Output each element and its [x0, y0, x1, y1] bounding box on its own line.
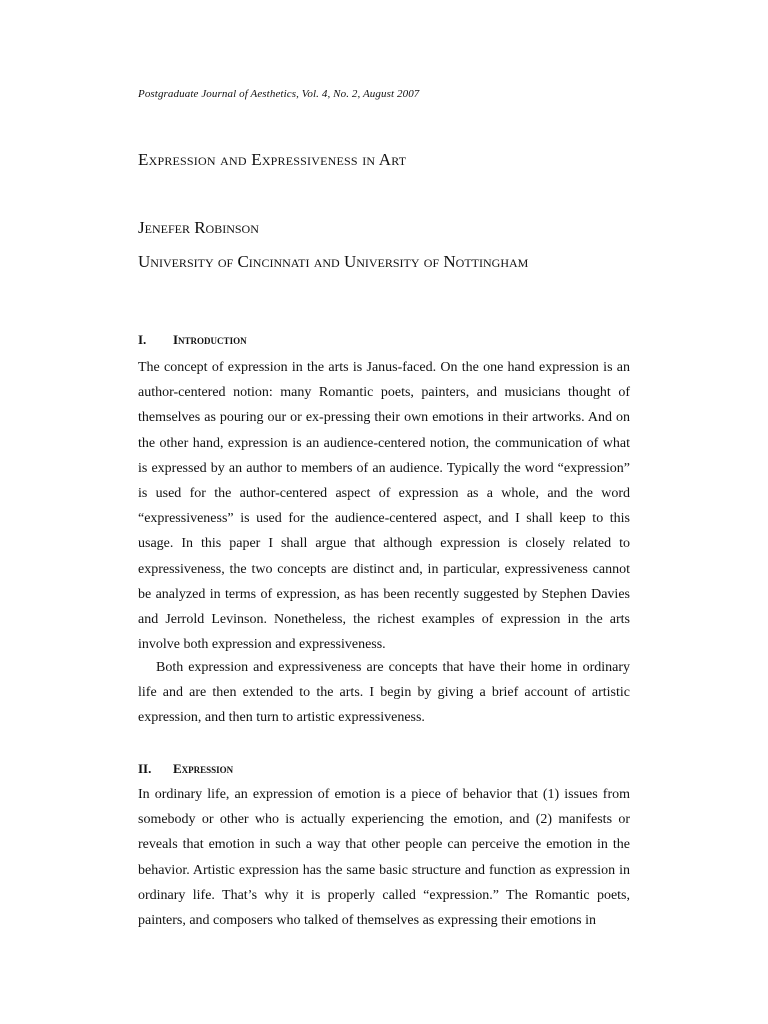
paragraph: Both expression and expressiveness are concepts that have their home in ordinary life and are then extended to the arts. I begin by giving a brief account of artistic expression, and then turn to artistic expressiveness. — [138, 660, 630, 726]
paragraph: The concept of expression in the arts is Janus-faced. On the one hand expression is an author-centered notion: many Romantic poets, painters, and musicians thought of themselves as pouring our or ex-pressing their own emotions in their artworks. And on the other hand, expression is an audience-centered notion, the communication of what is expressed by an author to members of an audience. Typically the word “expression” is used for the author-centered aspect of expression as a whole, and the word “expressiveness” is used for the audience-centered aspect, and I shall keep to this usage. In this paper I shall argue that although expression is closely related to expressiveness, the two concepts are distinct and, in particular, expressiveness cannot be analyzed in terms of expression, as has been recently suggested by Stephen Davies and Jerrold Levinson. Nonetheless, the richest examples of expression in the arts involve both expression and expressiveness. — [138, 360, 630, 653]
article-title: Expression and Expressiveness in Art — [138, 150, 407, 169]
journal-header: Postgraduate Journal of Aesthetics, Vol. 4, No. 2, August 2007 — [138, 88, 420, 100]
author-affiliation: University of Cincinnati and University of Nottingham — [138, 252, 529, 271]
section-heading-introduction — [138, 332, 247, 348]
section-number: I. — [138, 332, 147, 347]
section-title: Introduction — [173, 332, 247, 347]
author-name: Jenefer Robinson — [138, 218, 259, 237]
section-title: Expression — [173, 761, 234, 776]
section-heading-expression — [138, 761, 233, 777]
paragraph: In ordinary life, an expression of emotion is a piece of behavior that (1) issues from somebody or other who is actually experiencing the emotion, and (2) manifests or reveals that emotion in such a way that other people can perceive the emotion in the behavior. Artistic expression has the same basic structure and function as expression in ordinary life. That’s why it is properly called “expression.” The Romantic poets, painters, and composers who talked of themselves as expressing their emotions in — [138, 787, 630, 929]
section-number: II. — [138, 761, 152, 776]
